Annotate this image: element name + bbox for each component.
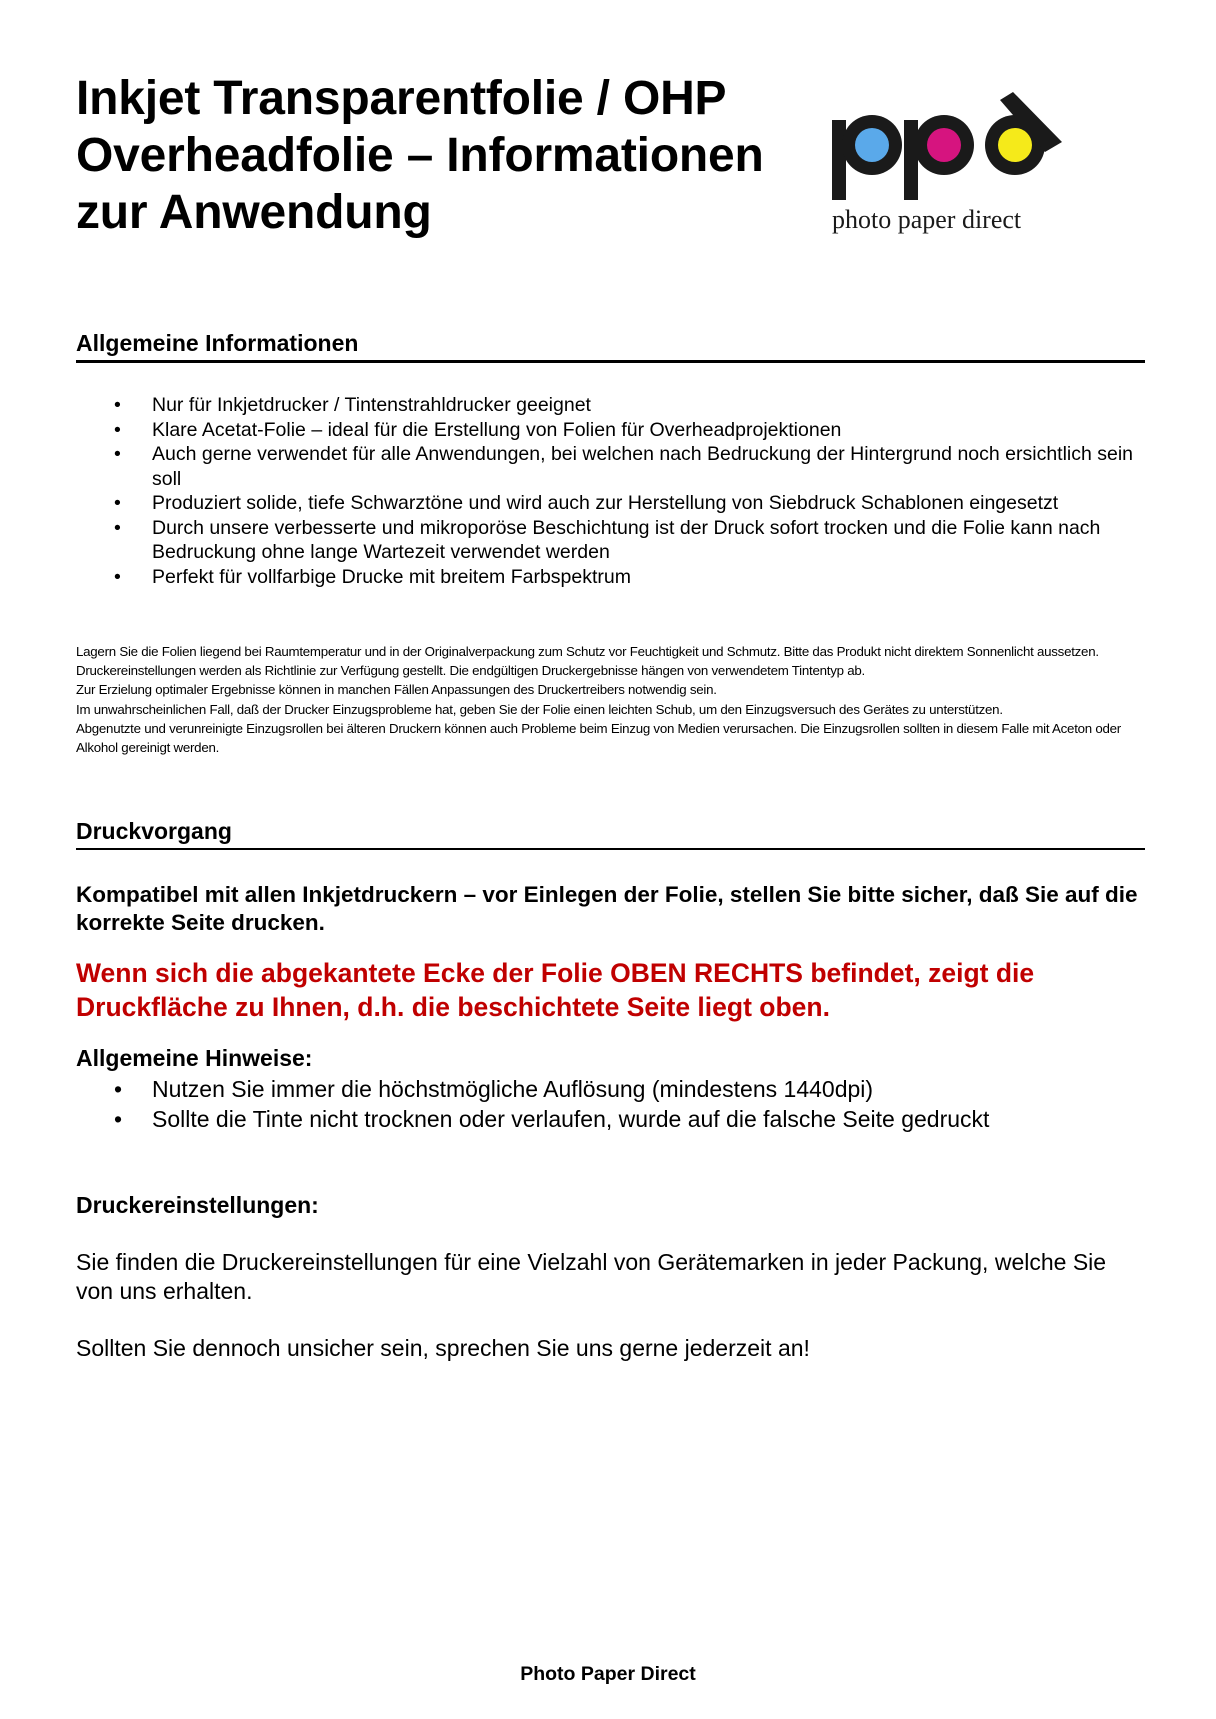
logo-tagline: photo paper direct xyxy=(832,205,1022,234)
list-item: • Klare Acetat-Folie – ideal für die Erstellung von Folien für Overheadprojektionen xyxy=(76,418,1145,443)
list-item: • Durch unsere verbesserte und mikroporöse Beschichtung ist der Druck sofort trocken und die Folie kann nach Bedruckung ohne lange Wartezeit verwendet werden xyxy=(76,516,1145,565)
list-item: • Auch gerne verwendet für alle Anwendungen, bei welchen nach Bedruckung der Hintergrund noch ersichtlich sein soll xyxy=(76,442,1145,491)
section-heading-printing: Druckvorgang xyxy=(76,818,1145,850)
settings-paragraph: Sie finden die Druckereinstellungen für eine Vielzahl von Gerätemarken in jeder Packung, welche Sie von uns erhalten. xyxy=(76,1249,1107,1304)
fine-print-line: Lagern Sie die Folien liegend bei Raumtemperatur und in der Originalverpackung zum Schutz vor Feuchtigkeit und Schmutz. Bitte das Produkt nicht direktem Sonnenlicht aussetzen. xyxy=(76,644,1099,659)
settings-heading: Druckereinstellungen: xyxy=(76,1192,319,1218)
ppd-logo-mark xyxy=(832,90,1072,205)
fine-print-line: Abgenutzte und verunreinigte Einzugsrollen bei älteren Druckern können auch Probleme beim Einzug von Medien verursachen. Die Einzugsrollen sollten in diesem Falle mit Aceton oder Alkohol gereinigt werden. xyxy=(76,720,1121,756)
hints-list xyxy=(76,1074,1145,1134)
list-item: • Perfekt für vollfarbige Drucke mit breitem Farbspektrum xyxy=(76,565,1145,590)
list-item: • Sollte die Tinte nicht trocknen oder verlaufen, wurde auf die falsche Seite gedruckt xyxy=(76,1104,1145,1134)
section-heading-general: Allgemeine Informationen xyxy=(76,330,1145,363)
fine-print-line: Im unwahrscheinlichen Fall, daß der Drucker Einzugsprobleme hat, geben Sie der Folie einen leichten Schub, um den Einzugsversuch des Gerätes zu unterstützen. xyxy=(76,701,1003,717)
list-item: • Produziert solide, tiefe Schwarztöne und wird auch zur Herstellung von Siebdruck Schablonen eingesetzt xyxy=(76,491,1145,516)
compatibility-note: Kompatibel mit allen Inkjetdruckern – vor Einlegen der Folie, stellen Sie bitte sicher, daß Sie auf die korrekte Seite drucken. xyxy=(76,882,1138,935)
fine-print xyxy=(76,642,1145,757)
orientation-warning: Wenn sich die abgekantete Ecke der Folie OBEN RECHTS befindet, zeigt die Druckfläche zu Ihnen, d.h. die beschichtete Seite liegt oben. xyxy=(76,958,1035,1022)
list-item: • Nutzen Sie immer die höchstmögliche Auflösung (mindestens 1440dpi) xyxy=(76,1074,1145,1104)
general-info-list xyxy=(76,393,1145,589)
fine-print-line: Druckereinstellungen werden als Richtlinie zur Verfügung gestellt. Die endgültigen Druckergebnisse hängen von verwendetem Tintentyp ab. xyxy=(76,663,865,679)
hints-heading: Allgemeine Hinweise: xyxy=(76,1045,313,1071)
contact-paragraph: Sollten Sie dennoch unsicher sein, sprechen Sie uns gerne jederzeit an! xyxy=(76,1335,810,1361)
page-title: Inkjet Transparentfolie / OHP Overheadfolie – Informationen zur Anwendung xyxy=(76,72,764,239)
fine-print-line: Zur Erzielung optimaler Ergebnisse können in manchen Fällen Anpassungen des Druckertreibers notwendig sein. xyxy=(76,682,717,698)
list-item: • Nur für Inkjetdrucker / Tintenstrahldrucker geeignet xyxy=(76,393,1145,418)
footer-company: Photo Paper Direct xyxy=(520,1663,696,1685)
ppd-logo xyxy=(832,90,1072,250)
